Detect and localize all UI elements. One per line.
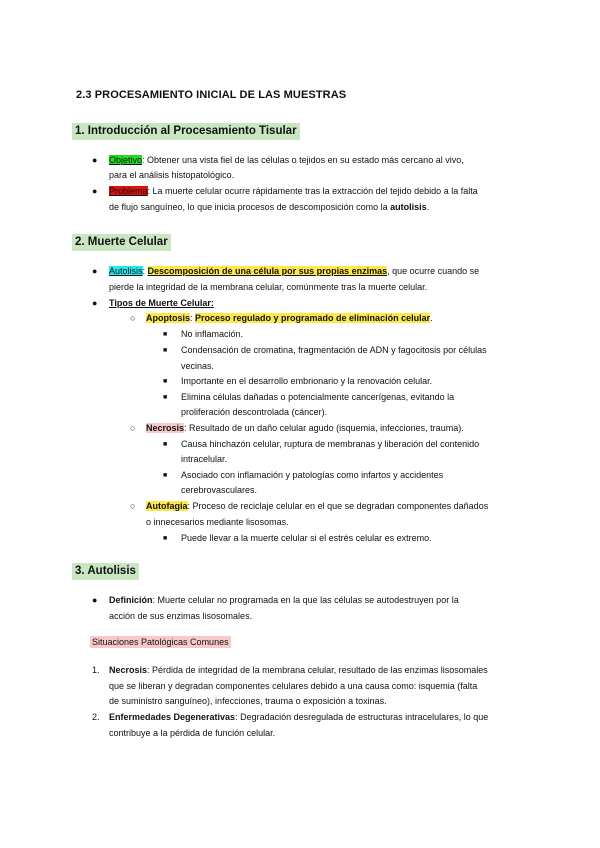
degenerativas-text: : Degradación desregulada de estructuras intracelulares, lo que — [235, 712, 489, 722]
apoptosis-item-cont: vecinas. — [181, 361, 215, 371]
problema-text: : La muerte celular ocurre rápidamente tras la extracción del tejido debido a la falta — [147, 186, 478, 196]
objetivo-line-2: para el análisis histopatológico. — [109, 170, 235, 180]
problema-text-2: de flujo sanguíneo, lo que inicia procesos de descomposición como la — [109, 202, 391, 212]
autofagia-item: Puede llevar a la muerte celular si el estrés celular es extremo. — [181, 533, 432, 543]
necrosis-situation-line-3: de suministro sanguíneo), infecciones, trauma o exposición a toxinas. — [109, 696, 387, 706]
definicion-label: Definición — [109, 595, 153, 605]
square-bullet-icon: ■ — [163, 394, 168, 401]
definicion-line-1 — [109, 593, 529, 609]
necrosis-item: Causa hinchazón celular, ruptura de membranas y liberación del contenido — [181, 439, 480, 449]
degenerativas-label: Enfermedades Degenerativas — [109, 712, 236, 722]
section-2-heading: 2. Muerte Celular — [72, 234, 171, 251]
autolisis-text: , que ocurre cuando se — [387, 266, 480, 276]
necrosis-item-cont: cerebrovasculares. — [181, 485, 258, 495]
objetivo-label: Objetivo — [109, 155, 143, 165]
necrosis-label: Necrosis — [146, 423, 185, 433]
document-title: 2.3 PROCESAMIENTO INICIAL DE LAS MUESTRAS — [76, 89, 347, 101]
apoptosis-line — [146, 311, 566, 327]
autolisis-line-1 — [109, 264, 529, 280]
bullet-icon: ● — [92, 298, 98, 308]
necrosis-situation-text: : Pérdida de integridad de la membrana celular, resultado de las enzimas lisosomales — [147, 665, 488, 675]
circle-bullet-icon: ○ — [130, 313, 136, 323]
section-3-heading: 3. Autolisis — [72, 563, 139, 580]
apoptosis-item: Condensación de cromatina, fragmentación de ADN y fagocitosis por células — [181, 345, 487, 355]
necrosis-situation-line-1 — [109, 663, 529, 679]
square-bullet-icon: ■ — [163, 472, 168, 479]
necrosis-item-cont: intracelular. — [181, 454, 228, 464]
autofagia-line-2: o innecesarios mediante lisosomas. — [146, 517, 289, 527]
colon: : — [190, 313, 196, 323]
apoptosis-item: Elimina células dañadas o potencialmente cancerígenas, evitando la — [181, 392, 455, 402]
apoptosis-label: Apoptosis — [146, 313, 190, 323]
autolisis-term: autolisis — [390, 202, 427, 212]
bullet-icon: ● — [92, 155, 98, 165]
period: . — [426, 202, 430, 212]
square-bullet-icon: ■ — [163, 331, 168, 338]
colon: : — [142, 266, 148, 276]
period: . — [430, 313, 433, 323]
definicion-text: : Muerte celular no programada en la que las células se autodestruyen por la — [152, 595, 459, 605]
autofagia-line-1 — [146, 499, 526, 515]
degenerativas-line-1 — [109, 710, 529, 726]
necrosis-situation-line-2: que se liberan y degradan componentes celulares debido a una causa como: isquemia (falta — [109, 681, 478, 691]
bullet-icon: ● — [92, 266, 98, 276]
bullet-icon: ● — [92, 595, 98, 605]
autofagia-label: Autofagia — [146, 501, 188, 511]
apoptosis-item: No inflamación. — [181, 329, 244, 339]
list-number: 1. — [92, 665, 100, 675]
objetivo-line-1 — [109, 153, 529, 169]
square-bullet-icon: ■ — [163, 535, 168, 542]
apoptosis-definition: Proceso regulado y programado de eliminación celular — [195, 313, 431, 323]
necrosis-text: : Resultado de un daño celular agudo (isquemia, infecciones, trauma). — [184, 423, 464, 433]
circle-bullet-icon: ○ — [130, 501, 136, 511]
autolisis-label: Autolisis — [109, 266, 143, 276]
problema-line-2 — [109, 200, 529, 216]
necrosis-item: Asociado con inflamación y patologías como infartos y accidentes — [181, 470, 444, 480]
autofagia-text: : Proceso de reciclaje celular en el que se degradan componentes dañados — [187, 501, 489, 511]
bullet-icon: ● — [92, 186, 98, 196]
square-bullet-icon: ■ — [163, 347, 168, 354]
autolisis-definition: Descomposición de una célula por sus propias enzimas — [147, 266, 388, 276]
degenerativas-line-2: contribuye a la pérdida de función celular. — [109, 728, 276, 738]
square-bullet-icon: ■ — [163, 378, 168, 385]
situaciones-heading: Situaciones Patológicas Comunes — [92, 637, 229, 647]
square-bullet-icon: ■ — [163, 441, 168, 448]
definicion-line-2: acción de sus enzimas lisosomales. — [109, 611, 253, 621]
objetivo-text: : Obtener una vista fiel de las células o tejidos en su estado más cercano al vivo, — [142, 155, 464, 165]
necrosis-line — [146, 421, 526, 437]
section-1-heading: 1. Introducción al Procesamiento Tisular — [72, 123, 300, 140]
apoptosis-item-cont: proliferación descontrolada (cáncer). — [181, 407, 328, 417]
apoptosis-item: Importante en el desarrollo embrionario y la renovación celular. — [181, 376, 433, 386]
circle-bullet-icon: ○ — [130, 423, 136, 433]
autolisis-line-2: pierde la integridad de la membrana celular, comúnmente tras la muerte celular. — [109, 282, 428, 292]
problema-line-1 — [109, 184, 529, 200]
problema-label: Problema — [109, 186, 148, 196]
list-number: 2. — [92, 712, 100, 722]
necrosis-situation-label: Necrosis — [109, 665, 148, 675]
subheading — [90, 635, 231, 651]
tipos-label: Tipos de Muerte Celular: — [109, 298, 214, 308]
